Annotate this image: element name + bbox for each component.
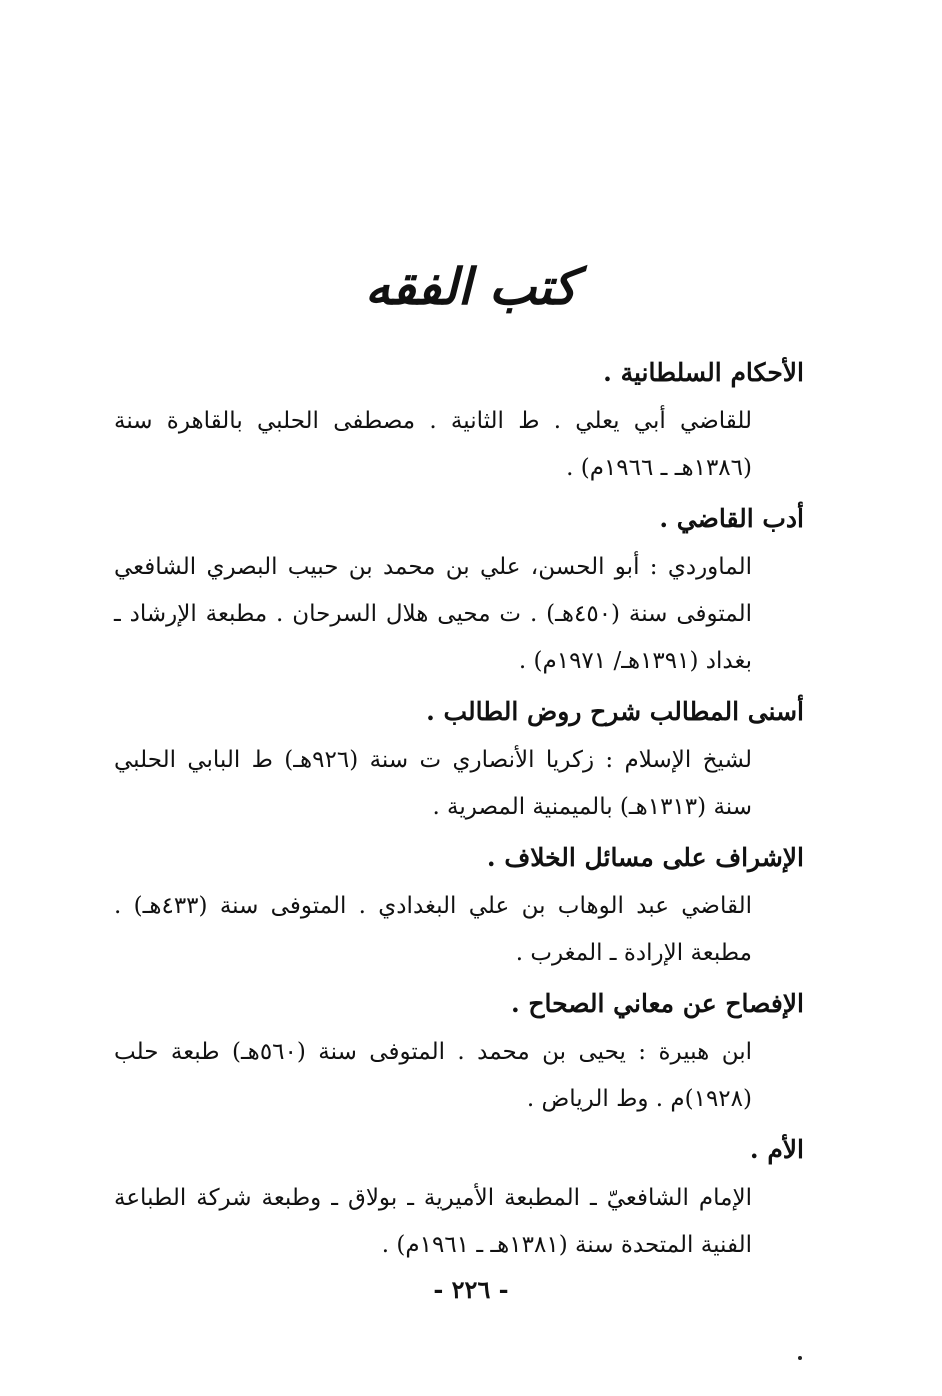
entry-description: القاضي عبد الوهاب بن علي البغدادي . المتوفى سنة (٤٣٣هـ) . مطبعة الإرادة ـ المغرب . xyxy=(114,893,752,966)
bibliography-entry xyxy=(114,1129,804,1269)
bibliography-entry xyxy=(114,352,804,492)
entry-description: الإمام الشافعيّ ـ المطبعة الأميرية ـ بولاق ـ وطبعة شركة الطباعة الفنية المتحدة سنة (١٣٨١هـ ـ ١٩٦١م) . xyxy=(114,1185,752,1258)
bibliography-entry xyxy=(114,837,804,977)
bibliography-entry xyxy=(114,498,804,685)
bibliography-entry xyxy=(114,983,804,1123)
entry-description: للقاضي أبي يعلي . ط الثانية . مصطفى الحلبي بالقاهرة سنة (١٣٨٦هـ ـ ١٩٦٦م) . xyxy=(114,408,752,481)
ink-speck xyxy=(798,1356,802,1360)
entry-title: الأحكام السلطانية . xyxy=(603,358,804,387)
bibliography-entry xyxy=(114,691,804,831)
entry-description: الماوردي : أبو الحسن، علي بن محمد بن حبيب البصري الشافعي المتوفى سنة (٤٥٠هـ) . ت محيى هلال السرحان . مطبعة الإرشاد ـ بغداد (١٣٩١هـ/ ١٩٧١م) . xyxy=(114,554,752,674)
entry-title: أدب القاضي . xyxy=(659,504,804,533)
bibliography-list xyxy=(114,352,804,1275)
entry-title: الإفصاح عن معاني الصحاح . xyxy=(510,989,804,1018)
entry-description: ابن هبيرة : يحيى بن محمد . المتوفى سنة (٥٦٠هـ) طبعة حلب (١٩٢٨)م . وط الرياض . xyxy=(114,1039,752,1112)
page-number: - ٢٢٦ - xyxy=(433,1275,509,1304)
entry-description: لشيخ الإسلام : زكريا الأنصاري ت سنة (٩٢٦هـ) ط البابي الحلبي سنة (١٣١٣هـ) بالميمنية المصرية . xyxy=(114,747,752,820)
entry-title: الأم . xyxy=(749,1135,804,1164)
entry-title: الإشراف على مسائل الخلاف . xyxy=(486,843,804,872)
section-title: كتب الفقه xyxy=(365,257,577,316)
entry-title: أسنى المطالب شرح روض الطالب . xyxy=(426,697,804,726)
